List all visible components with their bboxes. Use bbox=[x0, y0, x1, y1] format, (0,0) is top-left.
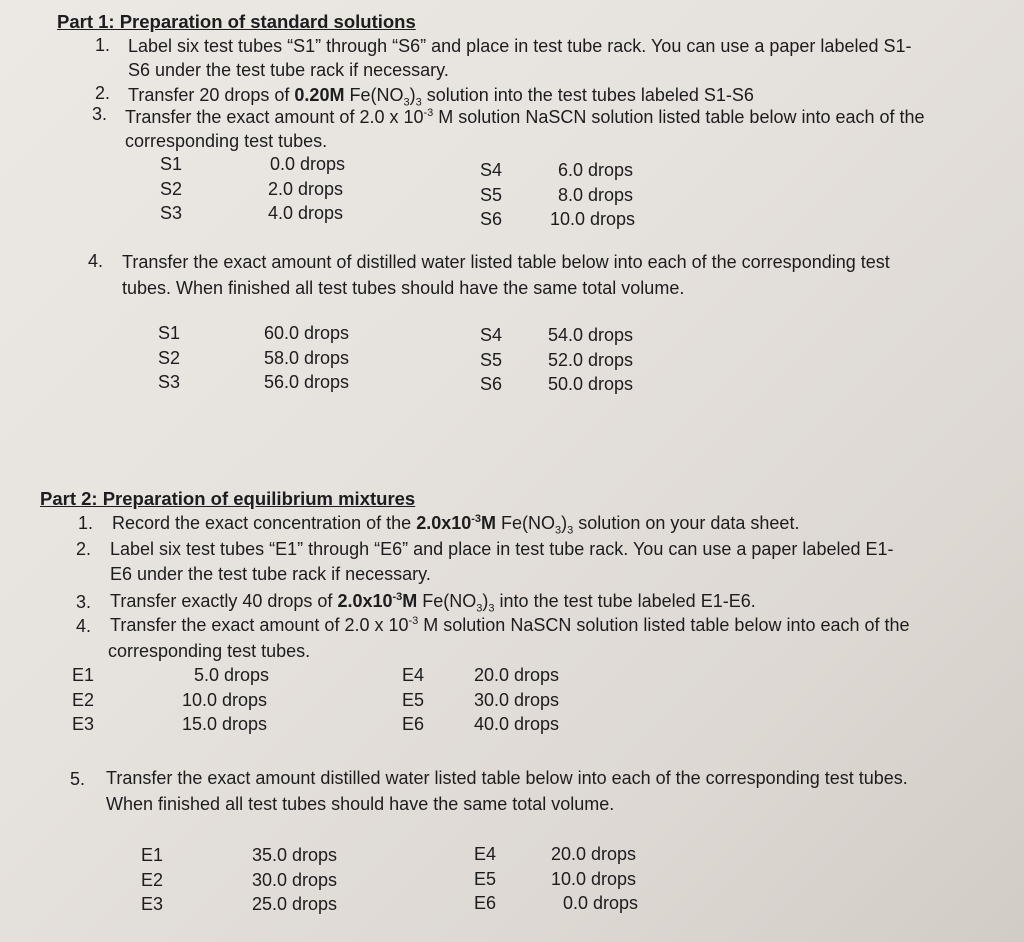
part2-step4-line1: Transfer the exact amount of 2.0 x $10^{-3}$ M solution NaSCN solution listed table below into each of the bbox=[110, 615, 910, 635]
part2-step4-number: 4. bbox=[76, 616, 92, 636]
tube-label: S1 bbox=[160, 154, 183, 174]
part1-step2-text: Transfer 20 drops of 0.20M $Fe(NO_3)_3$ solution into the test tubes labeled S1-S6 bbox=[128, 85, 754, 109]
drops-value: 10.0 drops bbox=[551, 868, 637, 889]
part2-step2-line1: Label six test tubes “E1” through “E6” and place in test tube rack. You can use a paper labeled E1- bbox=[110, 539, 894, 559]
tube-label: S5 bbox=[480, 184, 503, 205]
table-row bbox=[141, 868, 661, 893]
tube-label: S1 bbox=[158, 323, 181, 343]
part2-step1-text: Record the exact concentration of the $2.0x10^{-3}M$ $Fe(NO_3)_3$ solution on your data sheet. bbox=[112, 513, 800, 537]
tube-label: E1 bbox=[72, 665, 95, 685]
drops-value: 35.0 drops bbox=[252, 845, 338, 865]
part1-step1-number: 1. bbox=[95, 35, 111, 55]
table-row bbox=[141, 843, 661, 868]
tube-label: S5 bbox=[480, 349, 503, 370]
table-row bbox=[160, 152, 660, 180]
part2-step2-number: 2. bbox=[76, 539, 92, 559]
tube-label: E2 bbox=[141, 869, 164, 890]
part1-step4-number: 4. bbox=[88, 251, 104, 271]
tube-label: E2 bbox=[72, 689, 95, 710]
tube-label: S2 bbox=[158, 347, 181, 368]
table-row bbox=[160, 177, 660, 205]
drops-value: 2.0 drops bbox=[268, 178, 344, 199]
tube-label: S4 bbox=[480, 160, 503, 180]
drops-value: 6.0 drops bbox=[558, 160, 634, 180]
drops-value: 5.0 drops bbox=[194, 665, 270, 685]
drops-value: 52.0 drops bbox=[548, 349, 634, 370]
part1-step3-number: 3. bbox=[92, 104, 108, 124]
tube-label: E5 bbox=[474, 868, 497, 889]
tube-label: S4 bbox=[480, 325, 503, 345]
tube-label: S3 bbox=[158, 372, 181, 392]
table-row bbox=[72, 663, 592, 688]
part1-step4-line1: Transfer the exact amount of distilled water listed table below into each of the corresponding test bbox=[122, 252, 890, 272]
part2-step3-text: Transfer exactly 40 drops of $2.0x10^{-3}M$ $Fe(NO_3)_3$ into the test tube labeled E1-E6. bbox=[110, 591, 756, 615]
drops-value: 20.0 drops bbox=[551, 844, 637, 864]
part1-step3-line1: Transfer the exact amount of 2.0 x $10^{-3}$ M solution NaSCN solution listed table below into each of the bbox=[125, 107, 925, 127]
part2-step4-line2: corresponding test tubes. bbox=[108, 641, 311, 661]
tube-label: E3 bbox=[72, 714, 95, 734]
part2-step3-number: 3. bbox=[76, 592, 92, 612]
tube-label: E6 bbox=[402, 714, 425, 734]
tube-label: E4 bbox=[474, 844, 497, 864]
table-row bbox=[158, 370, 658, 395]
part1-step1-line2: S6 under the test tube rack if necessary. bbox=[128, 60, 449, 80]
drops-value: 40.0 drops bbox=[474, 714, 560, 734]
part1-step2-number: 2. bbox=[95, 83, 111, 103]
tube-label: E4 bbox=[402, 665, 425, 685]
drops-value: 54.0 drops bbox=[548, 325, 634, 345]
drops-value: 0.0 drops bbox=[563, 893, 639, 913]
drops-value: 4.0 drops bbox=[268, 203, 344, 223]
tube-label: E3 bbox=[141, 894, 164, 914]
drops-value: 10.0 drops bbox=[550, 209, 636, 229]
part2-step1-number: 1. bbox=[78, 513, 94, 533]
table-row bbox=[72, 712, 592, 737]
table-row bbox=[160, 201, 660, 229]
tube-label: S6 bbox=[480, 374, 503, 394]
tube-label: S2 bbox=[160, 178, 183, 199]
drops-value: 56.0 drops bbox=[264, 372, 350, 392]
table-row bbox=[72, 688, 592, 713]
tube-label: S3 bbox=[160, 203, 183, 223]
drops-value: 30.0 drops bbox=[474, 689, 560, 710]
part2-step5-line1: Transfer the exact amount distilled water listed table below into each of the corresponding test tubes. bbox=[106, 768, 908, 788]
tube-label: S6 bbox=[480, 209, 503, 229]
drops-value: 30.0 drops bbox=[252, 869, 338, 890]
tube-label: E1 bbox=[141, 845, 164, 865]
part1-nascn-table bbox=[160, 152, 660, 230]
part1-title: Part 1: Preparation of standard solutions bbox=[57, 11, 416, 32]
part1-step4-line2: tubes. When finished all test tubes should have the same total volume. bbox=[122, 278, 685, 298]
drops-value: 60.0 drops bbox=[264, 323, 350, 343]
tube-label: E5 bbox=[402, 689, 425, 710]
part2-step5-number: 5. bbox=[70, 769, 86, 789]
drops-value: 50.0 drops bbox=[548, 374, 634, 394]
table-row bbox=[158, 346, 658, 371]
drops-value: 20.0 drops bbox=[474, 665, 560, 685]
part2-nascn-table bbox=[72, 663, 592, 741]
tube-label: E6 bbox=[474, 893, 497, 913]
part2-step2-line2: E6 under the test tube rack if necessary. bbox=[110, 564, 431, 584]
part2-title: Part 2: Preparation of equilibrium mixtures bbox=[40, 488, 416, 509]
drops-value: 8.0 drops bbox=[558, 184, 634, 205]
table-row bbox=[158, 321, 658, 346]
drops-value: 0.0 drops bbox=[270, 154, 346, 174]
part2-step5-line2: When finished all test tubes should have the same total volume. bbox=[106, 794, 615, 814]
drops-value: 25.0 drops bbox=[252, 894, 338, 914]
drops-value: 58.0 drops bbox=[264, 347, 350, 368]
table-row bbox=[141, 892, 661, 917]
drops-value: 10.0 drops bbox=[182, 689, 268, 710]
part2-water-table bbox=[141, 843, 661, 921]
drops-value: 15.0 drops bbox=[182, 714, 268, 734]
part1-step1-line1: Label six test tubes “S1” through “S6” and place in test tube rack. You can use a paper labeled S1- bbox=[128, 36, 912, 56]
part1-water-table bbox=[158, 321, 658, 399]
part1-step3-line2: corresponding test tubes. bbox=[125, 131, 328, 151]
